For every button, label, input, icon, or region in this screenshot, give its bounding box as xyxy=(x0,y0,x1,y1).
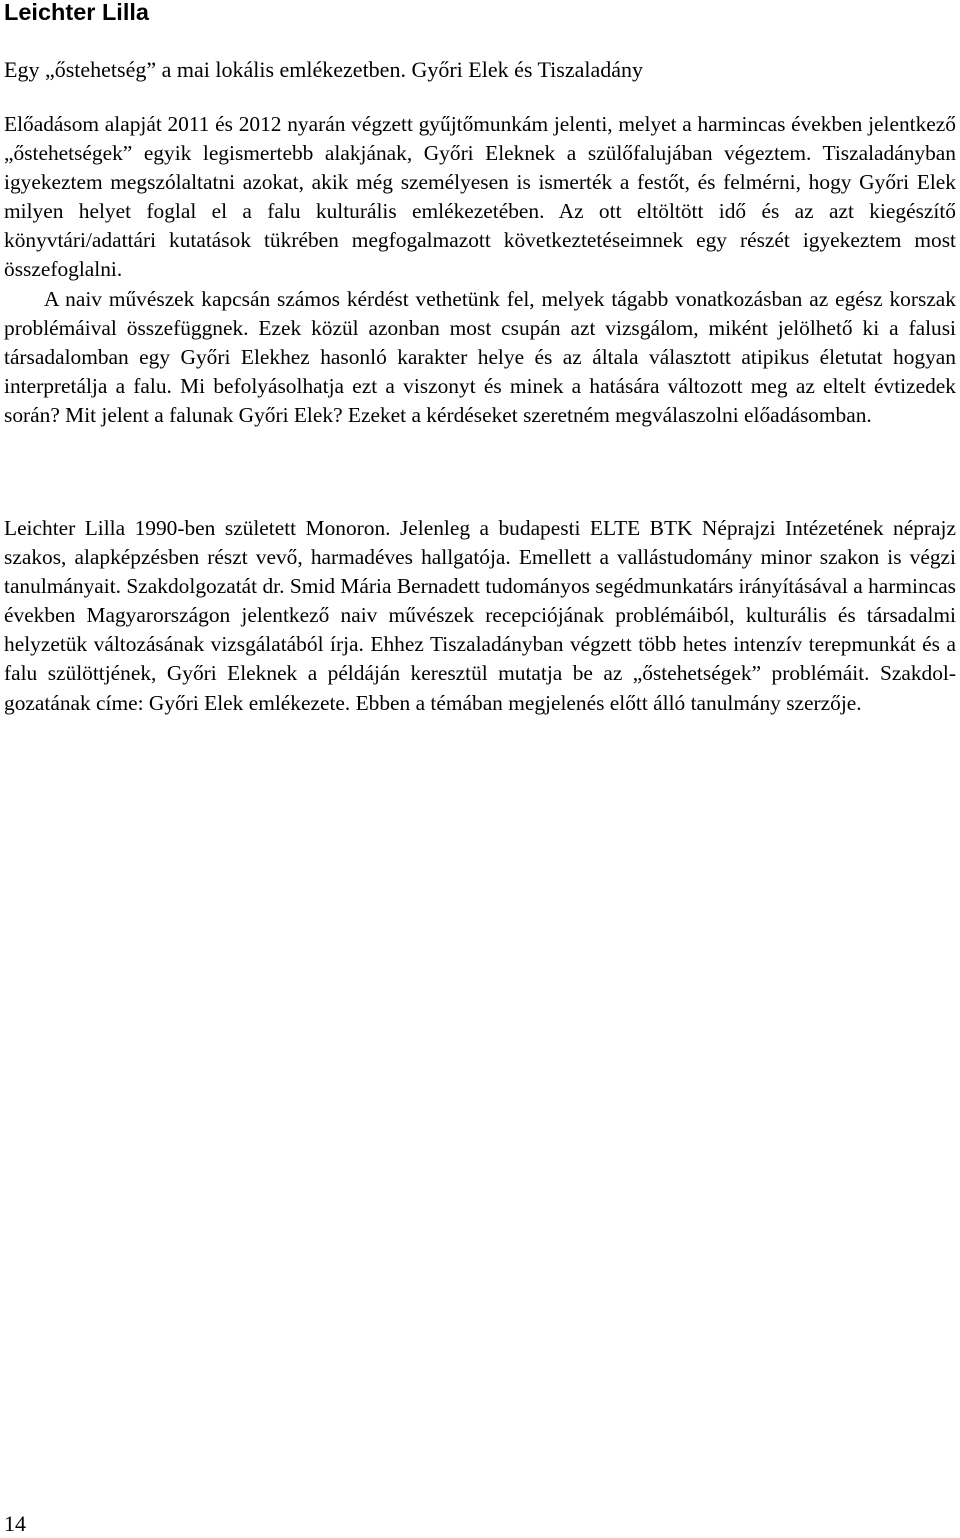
author-name: Leichter Lilla xyxy=(4,0,149,25)
author-bio-paragraph: Leichter Lilla 1990-ben született Monoron. Jelenleg a budapesti ELTE BTK Néprajzi Intézetének néprajz szakos, alapképzésben részt vevő, harmadéves hallgatója. Emellett a vallástudomány minor szakon is végzi tanulmányait. Szakdolgozatát dr. Smid Mária Bernadett tudományos segédmunkatárs irányításával a harmincas években Magyarországon jelentkező naiv művészek recepciójának problémáiból, kulturális és társadalmi helyzetük változásának vizsgálatából írja. Ehhez Tiszaladányban végzett több hetes intenzív terepmunkát és a falu szülöttjének, Győri Eleknek a példáján keresztül mutatja be az „őstehetségek” problémáit. Szakdolgozatának címe: Győri Elek emlékezete. Ebben a témában megjelenés előtt álló tanulmány szerzője. xyxy=(4,516,956,715)
presentation-title: Egy „őstehetség” a mai lokális emlékezetben. Győri Elek és Tiszaladány xyxy=(4,57,644,82)
abstract-paragraph-2: A naiv művészek kapcsán számos kérdést vethetünk fel, melyek tágabb vonatkozásban az egész korszak problémáival összefüggnek. Ezek közül azonban most csupán azt vizsgálom, miként jelölhető ki a falusi társadalomban egy Győri Elekhez hasonló karakter helye és az általa választott atipikus életutat hogyan interpretálja a falu. Mi befolyásolhatja ezt a viszonyt és minek a hatására változott meg az eltelt évtizedek során? Mit jelent a falunak Győri Elek? Ezeket a kérdéseket szeretném megválaszolni előadásomban. xyxy=(4,286,956,427)
abstract-paragraph-1: Előadásom alapját 2011 és 2012 nyarán végzett gyűjtőmunkám jelenti, melyet a harmincas években jelentkező „őstehetségek” egyik legismertebb alakjának, Győri Eleknek a szülőfalujában végeztem. Tiszaladányban igyekeztem megszólaltatni azokat, akik még személyesen is ismerték a festőt, és felmérni, hogy Győri Elek milyen helyet foglal el a falu kulturális emlékezetében. Az ott eltöltött idő és az azt kiegészítő könyvtári/adattári kutatások tükrében megfogalmazott következtetéseimnek egy részét igyekeztem most összefoglalni. xyxy=(4,112,956,282)
abstract-section xyxy=(4,110,956,430)
author-bio-section xyxy=(4,514,956,718)
page-number: 14 xyxy=(4,1511,26,1536)
